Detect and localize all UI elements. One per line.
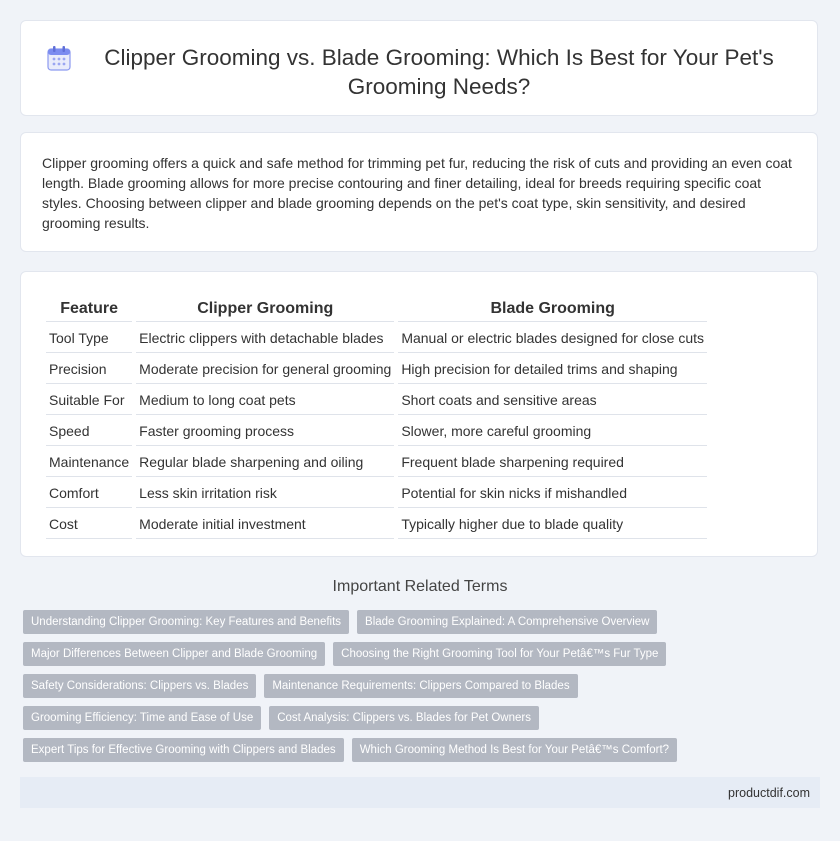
feature-cell: Speed — [46, 417, 132, 446]
table-row — [46, 479, 707, 508]
footer — [20, 777, 820, 808]
table-row — [46, 324, 707, 353]
blade-cell: High precision for detailed trims and shaping — [398, 355, 707, 384]
column-header-blade: Blade Grooming — [398, 294, 707, 322]
table-row — [46, 386, 707, 415]
blade-cell: Typically higher due to blade quality — [398, 510, 707, 539]
page-title: Clipper Grooming vs. Blade Grooming: Which Is Best for Your Pet's Grooming Needs? — [104, 45, 774, 99]
related-term-tag[interactable]: Expert Tips for Effective Grooming with Clippers and Blades — [23, 738, 344, 762]
intro-card — [20, 132, 818, 252]
table-row — [46, 510, 707, 539]
feature-cell: Maintenance — [46, 448, 132, 477]
table-row — [46, 355, 707, 384]
clipper-cell: Regular blade sharpening and oiling — [136, 448, 394, 477]
related-term-tag[interactable]: Maintenance Requirements: Clippers Compared to Blades — [264, 674, 577, 698]
blade-cell: Frequent blade sharpening required — [398, 448, 707, 477]
blade-cell: Short coats and sensitive areas — [398, 386, 707, 415]
blade-cell: Manual or electric blades designed for close cuts — [398, 324, 707, 353]
column-header-feature: Feature — [46, 294, 132, 322]
related-term-tag[interactable]: Cost Analysis: Clippers vs. Blades for Pet Owners — [269, 706, 539, 730]
tag-row — [23, 738, 677, 762]
site-link[interactable]: productdif.com — [728, 786, 810, 800]
related-term-tag[interactable]: Safety Considerations: Clippers vs. Blades — [23, 674, 256, 698]
related-terms-heading: Important Related Terms — [332, 578, 508, 595]
feature-cell: Tool Type — [46, 324, 132, 353]
comparison-card — [20, 271, 818, 557]
clipper-cell: Medium to long coat pets — [136, 386, 394, 415]
table-row — [46, 417, 707, 446]
related-term-tag[interactable]: Which Grooming Method Is Best for Your Petâ€™s Comfort? — [352, 738, 677, 762]
feature-cell: Cost — [46, 510, 132, 539]
intro-text: Clipper grooming offers a quick and safe method for trimming pet fur, reducing the risk of cuts and providing an even coat length. Blade grooming allows for more precise contouring and finer detailing, ideal for breeds requiring specific coat styles. Choosing between clipper and blade grooming depends on the pet's coat type, skin sensitivity, and desired grooming results. — [42, 155, 792, 231]
related-term-tag[interactable]: Blade Grooming Explained: A Comprehensive Overview — [357, 610, 657, 634]
clipper-cell: Faster grooming process — [136, 417, 394, 446]
title-card — [20, 20, 818, 116]
feature-cell: Comfort — [46, 479, 132, 508]
related-term-tag[interactable]: Grooming Efficiency: Time and Ease of Use — [23, 706, 261, 730]
blade-cell: Potential for skin nicks if mishandled — [398, 479, 707, 508]
clipper-cell: Electric clippers with detachable blades — [136, 324, 394, 353]
clipper-cell: Moderate precision for general grooming — [136, 355, 394, 384]
clipper-cell: Moderate initial investment — [136, 510, 394, 539]
tag-row — [23, 674, 578, 698]
clipper-cell: Less skin irritation risk — [136, 479, 394, 508]
blade-cell: Slower, more careful grooming — [398, 417, 707, 446]
related-term-tag[interactable]: Choosing the Right Grooming Tool for Your Petâ€™s Fur Type — [333, 642, 666, 666]
tag-row — [23, 706, 539, 730]
tag-row — [23, 642, 666, 666]
tag-row — [23, 610, 657, 634]
calendar-icon — [47, 45, 71, 71]
comparison-table — [42, 292, 711, 541]
related-term-tag[interactable]: Understanding Clipper Grooming: Key Features and Benefits — [23, 610, 349, 634]
table-header-row — [46, 294, 707, 322]
table-row — [46, 448, 707, 477]
feature-cell: Suitable For — [46, 386, 132, 415]
related-term-tag[interactable]: Major Differences Between Clipper and Blade Grooming — [23, 642, 325, 666]
feature-cell: Precision — [46, 355, 132, 384]
column-header-clipper: Clipper Grooming — [136, 294, 394, 322]
